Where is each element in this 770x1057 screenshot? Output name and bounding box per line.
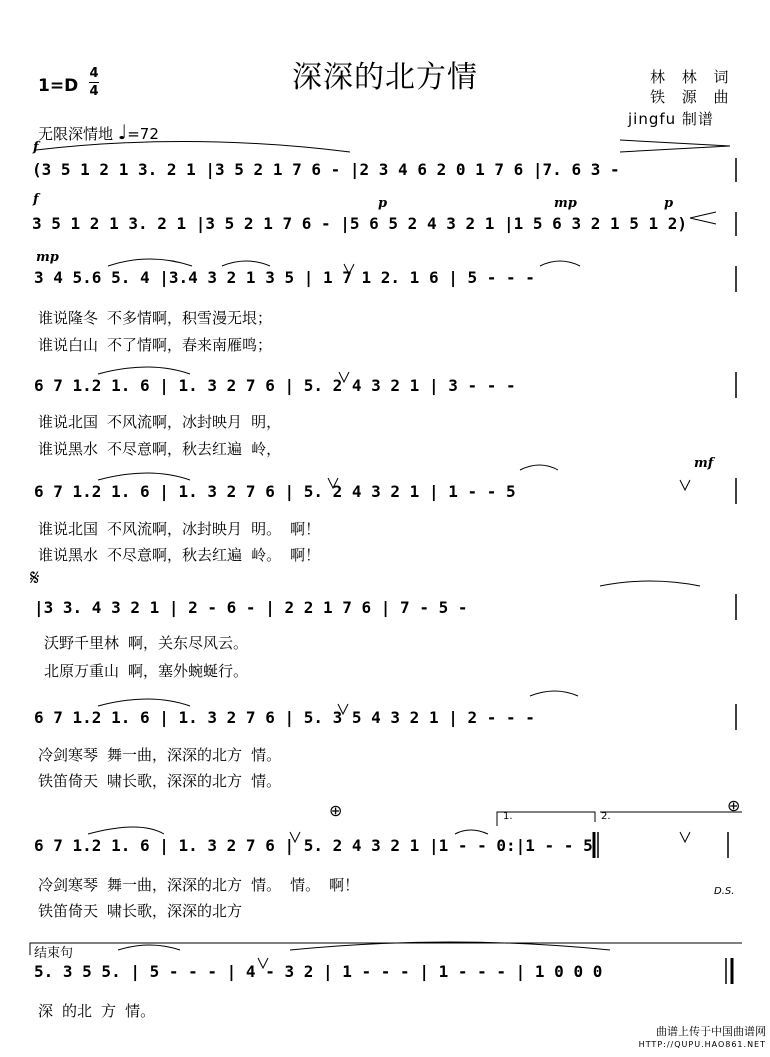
dynamic-mark: p [378,196,388,211]
notation-row-6: |3 3. 4 3 2 1 | 2 - 6 - | 2 2 1 7 6 | 7 - 5 - [34,598,468,617]
key-signature: 1=D [38,76,79,96]
lyric-line: 谁说黑水 不尽意啊，秋去红遍 岭。 啊！ [38,546,321,564]
arranger-credit: jingfu 制谱 [628,110,714,128]
ds-marking: D.S. [714,886,735,897]
volta-1: 1. [503,811,513,822]
quarter-note-icon: ♩ [117,120,128,144]
footer-line-2: HTTP://QUPU.HAO861.NET [638,1040,766,1049]
composer-credit: 铁 源 曲 [650,88,735,106]
coda-icon: ⊕ [727,796,741,815]
site-footer [639,1025,766,1051]
tempo-text: 无限深情地 [38,125,114,143]
lyric-line: 冷剑寒琴 舞一曲，深深的北方 情。 [38,746,282,764]
footer-line-1: 曲谱上传于中国曲谱网 [656,1025,766,1038]
dynamic-mark: p [664,196,674,211]
lyric-line: 深 的北 方 情。 [38,1002,156,1020]
lyric-line: 北原万重山 啊，塞外蜿蜒行。 [44,662,249,680]
notation-row-2: 3 5 1 2 1 3. 2 1 |3 5 2 1 7 6 - |5 6 5 2 4 3 2 1 |1 5 6 3 2 1 5 1 2) [32,214,688,233]
coda-icon: ⊕ [329,801,343,820]
dynamic-mark: mf [694,456,714,471]
lyric-line: 谁说北国 不风流啊，冰封映月 明， [38,413,282,431]
lyric-line: 谁说北国 不风流啊，冰封映月 明。 啊！ [38,520,321,538]
page-title: 深深的北方情 [292,60,478,95]
meter-top: 4 [89,66,99,81]
notation-row-1: (3 5 1 2 1 3. 2 1 |3 5 2 1 7 6 - |2 3 4 6 2 0 1 7 6 |7. 6 3 - [32,160,620,179]
dynamic-mark: f [33,192,39,207]
lyricist-credit: 林 林 词 [650,68,735,86]
notation-row-3: 3 4 5.6 5. 4 |3.4 3 2 1 3 5 | 1 7 1 2. 1 6 | 5 - - - [34,268,535,287]
lyric-line: 谁说隆冬 不多情啊，积雪漫无垠； [38,309,273,327]
notation-row-7: 6 7 1.2 1. 6 | 1. 3 2 7 6 | 5. 3 5 4 3 2 1 | 2 - - - [34,708,535,727]
dynamic-mark: mp [36,250,59,265]
dynamic-mark: mp [554,196,577,211]
lyric-line: 铁笛倚天 啸长歌，深深的北方 [38,902,243,920]
lyric-line: 铁笛倚天 啸长歌，深深的北方 情。 [38,772,282,790]
lyric-line: 谁说黑水 不尽意啊，秋去红遍 岭， [38,440,282,458]
volta-2: 2. [601,811,611,822]
notation-row-4: 6 7 1.2 1. 6 | 1. 3 2 7 6 | 5. 2 4 3 2 1 | 3 - - - [34,376,516,395]
tempo-value: =72 [127,125,159,143]
meter-bottom: 4 [89,84,99,99]
notation-row-5: 6 7 1.2 1. 6 | 1. 3 2 7 6 | 5. 2 4 3 2 1 | 1 - - 5 [34,482,516,501]
dynamic-mark: f [33,140,39,155]
lyric-line: 沃野千里林 啊，关东尽风云。 [44,634,249,652]
lyric-line: 冷剑寒琴 舞一曲，深深的北方 情。 情。 啊！ [38,876,360,894]
lyric-line: 谁说白山 不了情啊，春来南雁鸣； [38,336,273,354]
notation-row-8: 6 7 1.2 1. 6 | 1. 3 2 7 6 | 5. 2 4 3 2 1 |1 - - 0:|1 - - 5 [34,836,593,855]
ending-label: 结束句 [34,946,74,961]
notation-row-9: 5. 3 5 5. | 5 - - - | 4 - 3 2 | 1 - - - | 1 - - - | 1 0 0 0 [34,962,603,981]
segno-sign: 𝄋 [30,566,40,591]
